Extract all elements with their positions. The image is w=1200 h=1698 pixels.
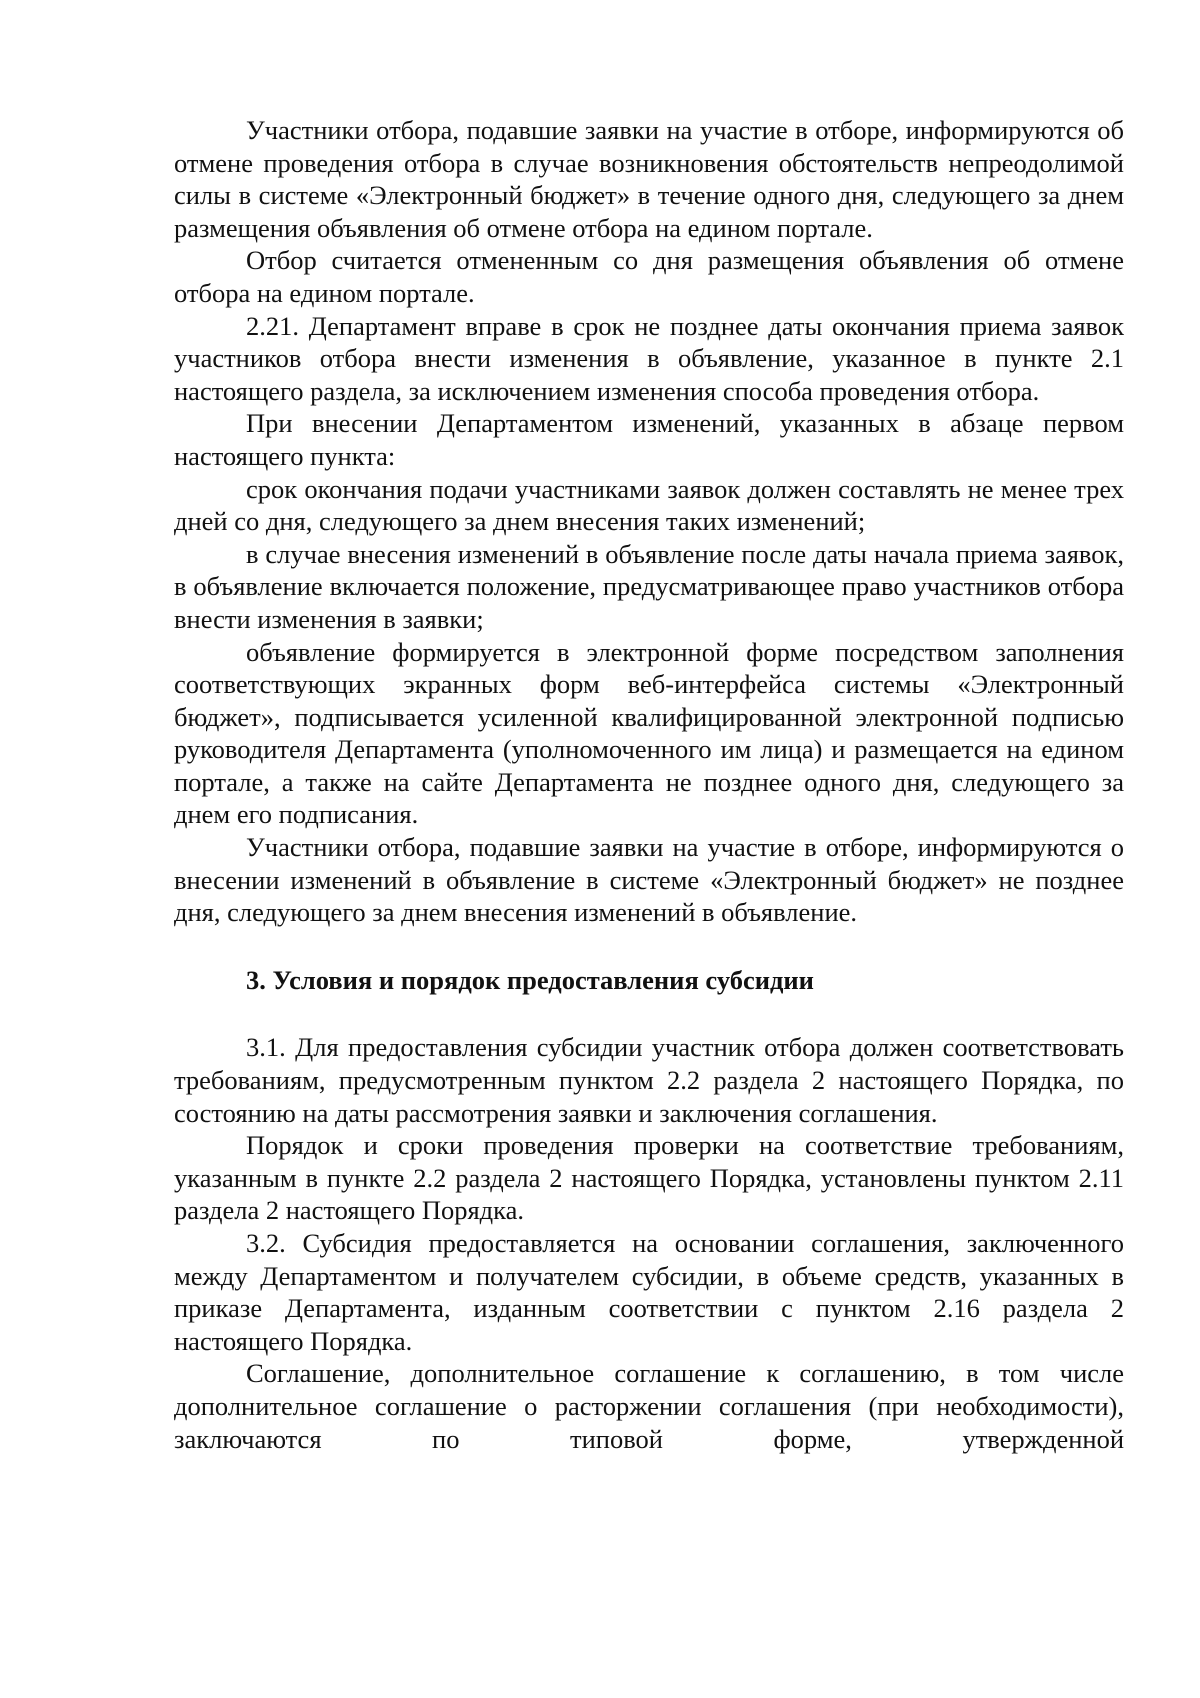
paragraph: Соглашение, дополнительное соглашение к соглашению, в том числе дополнительное соглашение о расторжении соглашения (при необходимости), заключаются по типовой форме, утвержденной	[174, 1358, 1124, 1454]
paragraph: Порядок и сроки проведения проверки на соответствие требованиям, указанным в пункте 2.2 раздела 2 настоящего Порядка, установлены пунктом 2.11 раздела 2 настоящего Порядка.	[174, 1130, 1124, 1226]
paragraph: Отбор считается отмененным со дня размещения объявления об отмене отбора на едином портале.	[174, 245, 1124, 308]
section-heading: 3. Условия и порядок предоставления субсидии	[246, 964, 814, 995]
paragraph: 2.21. Департамент вправе в срок не позднее даты окончания приема заявок участников отбора внести изменения в объявление, указанное в пункте 2.1 настоящего раздела, за исключением изменения способа проведения отбора.	[174, 310, 1124, 406]
paragraph: 3.2. Субсидия предоставляется на основании соглашения, заключенного между Департаментом и получателем субсидии, в объеме средств, указанных в приказе Департамента, изданным соответствии с пунктом 2.16 раздела 2 настоящего Порядка.	[174, 1228, 1124, 1356]
paragraph: 3.1. Для предоставления субсидии участник отбора должен соответствовать требованиям, предусмотренным пунктом 2.2 раздела 2 настоящего Порядка, по состоянию на даты рассмотрения заявки и заключения соглашения.	[174, 1032, 1124, 1128]
document-body	[174, 114, 1124, 1455]
spacer	[174, 929, 1124, 964]
paragraph: объявление формируется в электронной форме посредством заполнения соответствующих экранных форм веб-интерфейса системы «Электронный бюджет», подписывается усиленной квалифицированной электронной подписью руководителя Департамента (уполномоченного им лица) и размещается на едином портале, а также на сайте Департамента не позднее одного дня, следующего за днем его подписания.	[174, 636, 1124, 830]
paragraph: в случае внесения изменений в объявление после даты начала приема заявок, в объявление включается положение, предусматривающее право участников отбора внести изменения в заявки;	[174, 538, 1124, 634]
paragraph: срок окончания подачи участниками заявок должен составлять не менее трех дней со дня, следующего за днем внесения таких изменений;	[174, 473, 1124, 537]
paragraph: Участники отбора, подавшие заявки на участие в отборе, информируются о внесении изменений в объявление в системе «Электронный бюджет» не позднее дня, следующего за днем внесения изменений в объявление.	[174, 832, 1124, 928]
paragraph: Участники отбора, подавшие заявки на участие в отборе, информируются об отмене проведения отбора в случае возникновения обстоятельств непреодолимой силы в системе «Электронный бюджет» в течение одного дня, следующего за днем размещения объявления об отмене отбора на едином портале.	[174, 115, 1124, 243]
paragraph: При внесении Департаментом изменений, указанных в абзаце первом настоящего пункта:	[174, 408, 1124, 471]
spacer	[174, 996, 1124, 1031]
